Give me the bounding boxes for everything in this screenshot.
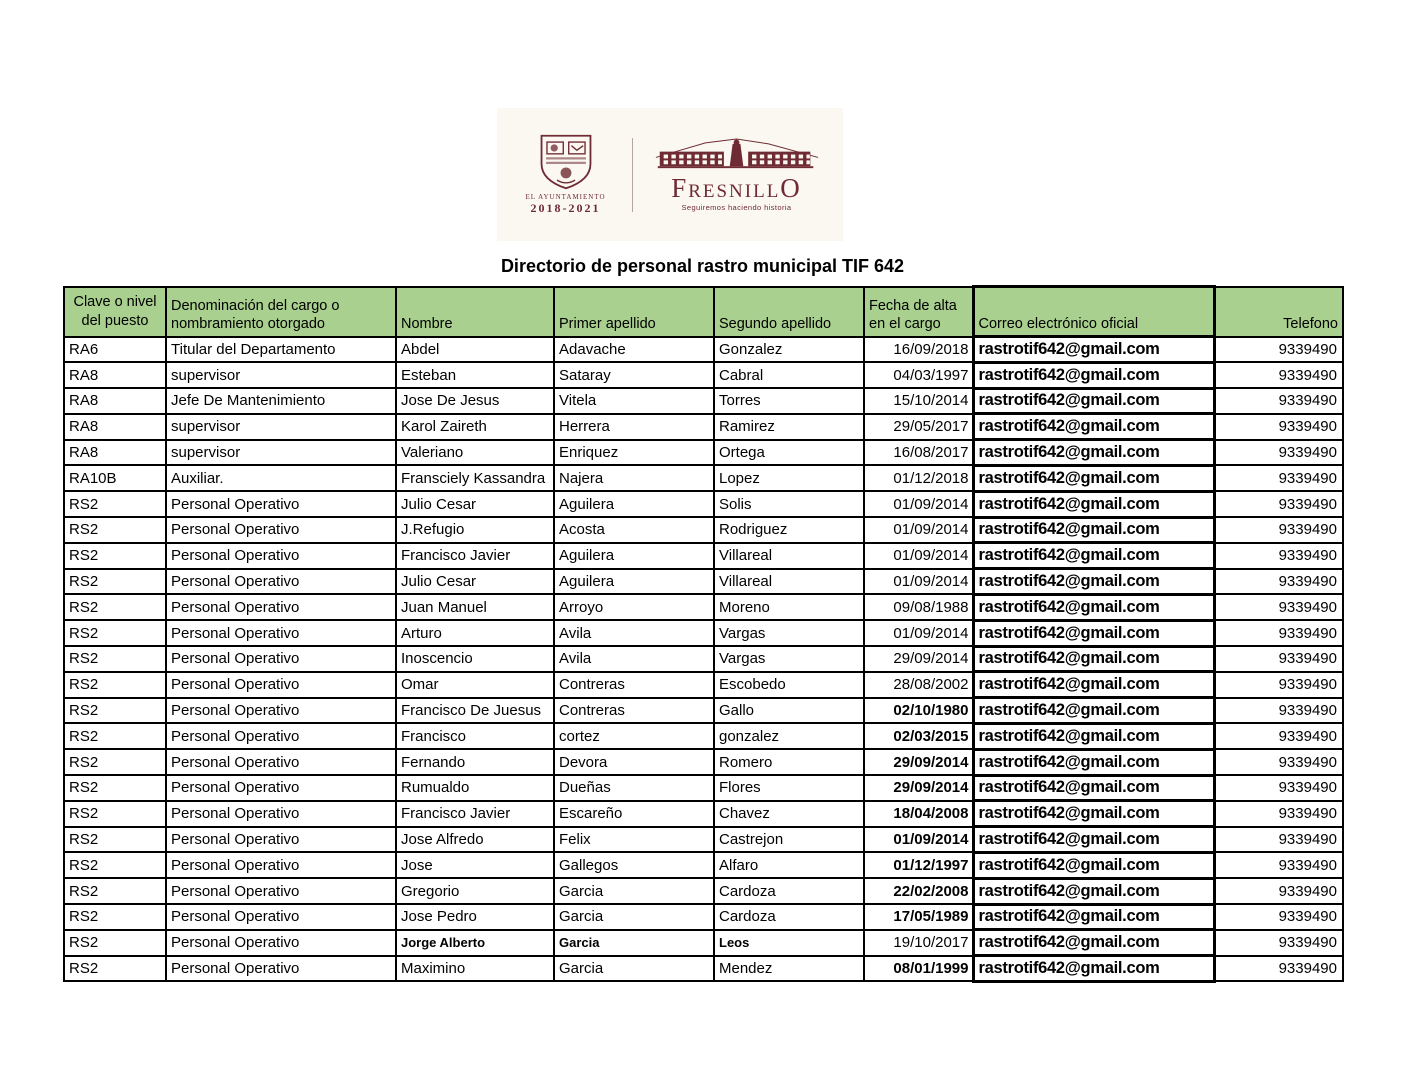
cell-segundo: Villareal xyxy=(714,543,864,569)
cell-nombre: Jose De Jesus xyxy=(396,388,554,414)
col-header-nombre: Nombre xyxy=(396,287,554,337)
cell-clave: RA8 xyxy=(64,440,166,466)
cell-clave: RS2 xyxy=(64,517,166,543)
crest-icon xyxy=(535,133,597,191)
cell-correo: rastrotif642@gmail.com xyxy=(973,852,1214,878)
table-row xyxy=(64,878,1343,904)
cell-fecha: 01/09/2014 xyxy=(864,491,973,517)
cell-clave: RS2 xyxy=(64,852,166,878)
cell-cargo: Personal Operativo xyxy=(166,672,396,698)
cell-primer: Dueñas xyxy=(554,775,714,801)
cell-segundo: Villareal xyxy=(714,569,864,595)
cell-primer: cortez xyxy=(554,723,714,749)
cell-fecha: 15/10/2014 xyxy=(864,388,973,414)
table-row xyxy=(64,569,1343,595)
cell-primer: Garcia xyxy=(554,904,714,930)
cell-telefono: 9339490 xyxy=(1214,646,1343,672)
cell-primer: Aguilera xyxy=(554,569,714,595)
cell-fecha: 18/04/2008 xyxy=(864,801,973,827)
cell-nombre: Julio Cesar xyxy=(396,569,554,595)
cell-cargo: Personal Operativo xyxy=(166,775,396,801)
cell-telefono: 9339490 xyxy=(1214,440,1343,466)
cell-cargo: Personal Operativo xyxy=(166,620,396,646)
col-header-correo: Correo electrónico oficial xyxy=(973,287,1214,337)
cell-cargo: supervisor xyxy=(166,414,396,440)
cell-clave: RS2 xyxy=(64,543,166,569)
cell-clave: RS2 xyxy=(64,775,166,801)
cell-primer: Garcia xyxy=(554,956,714,982)
cell-clave: RS2 xyxy=(64,878,166,904)
cell-correo: rastrotif642@gmail.com xyxy=(973,904,1214,930)
cell-clave: RS2 xyxy=(64,672,166,698)
cell-correo: rastrotif642@gmail.com xyxy=(973,827,1214,853)
page-title: Directorio de personal rastro municipal TIF 642 xyxy=(500,256,905,276)
cell-primer: Herrera xyxy=(554,414,714,440)
cell-correo: rastrotif642@gmail.com xyxy=(973,388,1214,414)
cell-telefono: 9339490 xyxy=(1214,878,1343,904)
cell-fecha: 17/05/1989 xyxy=(864,904,973,930)
cell-telefono: 9339490 xyxy=(1214,775,1343,801)
table-row xyxy=(64,594,1343,620)
cell-primer: Gallegos xyxy=(554,852,714,878)
cell-cargo: Personal Operativo xyxy=(166,749,396,775)
cell-cargo: Personal Operativo xyxy=(166,801,396,827)
cell-correo: rastrotif642@gmail.com xyxy=(973,698,1214,724)
col-header-primer-apellido: Primer apellido xyxy=(554,287,714,337)
table-row xyxy=(64,775,1343,801)
personnel-table xyxy=(63,285,1344,983)
cell-telefono: 9339490 xyxy=(1214,827,1343,853)
cell-clave: RA8 xyxy=(64,362,166,388)
cell-telefono: 9339490 xyxy=(1214,620,1343,646)
crest-caption: EL AYUNTAMIENTO xyxy=(525,193,606,201)
cell-fecha: 28/08/2002 xyxy=(864,672,973,698)
cell-fecha: 01/12/1997 xyxy=(864,852,973,878)
table-row xyxy=(64,672,1343,698)
cell-telefono: 9339490 xyxy=(1214,698,1343,724)
cell-fecha: 16/09/2018 xyxy=(864,337,973,363)
cell-telefono: 9339490 xyxy=(1214,930,1343,956)
cell-primer: Acosta xyxy=(554,517,714,543)
cell-telefono: 9339490 xyxy=(1214,543,1343,569)
cell-nombre: Arturo xyxy=(396,620,554,646)
table-row xyxy=(64,440,1343,466)
table-row xyxy=(64,620,1343,646)
cell-telefono: 9339490 xyxy=(1214,672,1343,698)
table-row xyxy=(64,749,1343,775)
cell-cargo: supervisor xyxy=(166,440,396,466)
cell-segundo: Torres xyxy=(714,388,864,414)
cell-fecha: 01/12/2018 xyxy=(864,465,973,491)
cell-fecha: 02/10/1980 xyxy=(864,698,973,724)
cell-segundo: Escobedo xyxy=(714,672,864,698)
cell-fecha: 01/09/2014 xyxy=(864,827,973,853)
cell-primer: Najera xyxy=(554,465,714,491)
table-row xyxy=(64,698,1343,724)
cell-primer: Avila xyxy=(554,646,714,672)
cell-cargo: Personal Operativo xyxy=(166,569,396,595)
cell-telefono: 9339490 xyxy=(1214,517,1343,543)
cell-nombre: Inoscencio xyxy=(396,646,554,672)
cell-primer: Aguilera xyxy=(554,543,714,569)
table-row xyxy=(64,801,1343,827)
cell-cargo: Personal Operativo xyxy=(166,698,396,724)
cell-clave: RS2 xyxy=(64,827,166,853)
cell-cargo: supervisor xyxy=(166,362,396,388)
cell-telefono: 9339490 xyxy=(1214,852,1343,878)
cell-primer: Escareño xyxy=(554,801,714,827)
crest-years: 2018-2021 xyxy=(530,201,601,215)
col-header-segundo-apellido: Segundo apellido xyxy=(714,287,864,337)
cell-clave: RS2 xyxy=(64,930,166,956)
ayuntamiento-crest xyxy=(506,133,626,216)
cell-segundo: Ortega xyxy=(714,440,864,466)
cell-telefono: 9339490 xyxy=(1214,465,1343,491)
cell-nombre: Jose Pedro xyxy=(396,904,554,930)
cell-segundo: Romero xyxy=(714,749,864,775)
cell-fecha: 29/09/2014 xyxy=(864,646,973,672)
cell-correo: rastrotif642@gmail.com xyxy=(973,414,1214,440)
col-header-telefono: Telefono xyxy=(1214,287,1343,337)
cell-clave: RS2 xyxy=(64,904,166,930)
cell-nombre: Maximino xyxy=(396,956,554,982)
cell-segundo: Mendez xyxy=(714,956,864,982)
cell-fecha: 29/09/2014 xyxy=(864,775,973,801)
table-row xyxy=(64,337,1343,363)
cell-nombre: Francisco Javier xyxy=(396,543,554,569)
cell-telefono: 9339490 xyxy=(1214,569,1343,595)
cell-segundo: Solis xyxy=(714,491,864,517)
table-row xyxy=(64,646,1343,672)
cell-nombre: Omar xyxy=(396,672,554,698)
cell-fecha: 22/02/2008 xyxy=(864,878,973,904)
cell-correo: rastrotif642@gmail.com xyxy=(973,620,1214,646)
table-row xyxy=(64,723,1343,749)
table-row xyxy=(64,362,1343,388)
cell-primer: Arroyo xyxy=(554,594,714,620)
cell-fecha: 29/09/2014 xyxy=(864,749,973,775)
table-row xyxy=(64,852,1343,878)
cell-nombre: Valeriano xyxy=(396,440,554,466)
cell-correo: rastrotif642@gmail.com xyxy=(973,956,1214,982)
cell-correo: rastrotif642@gmail.com xyxy=(973,749,1214,775)
cell-clave: RS2 xyxy=(64,491,166,517)
cell-segundo: Chavez xyxy=(714,801,864,827)
cell-clave: RA6 xyxy=(64,337,166,363)
cell-clave: RS2 xyxy=(64,723,166,749)
cell-correo: rastrotif642@gmail.com xyxy=(973,775,1214,801)
cell-primer: Contreras xyxy=(554,672,714,698)
cell-correo: rastrotif642@gmail.com xyxy=(973,440,1214,466)
cell-cargo: Personal Operativo xyxy=(166,930,396,956)
cell-clave: RS2 xyxy=(64,569,166,595)
cell-segundo: Vargas xyxy=(714,646,864,672)
table-row xyxy=(64,517,1343,543)
cell-primer: Adavache xyxy=(554,337,714,363)
cell-correo: rastrotif642@gmail.com xyxy=(973,569,1214,595)
cell-primer: Vitela xyxy=(554,388,714,414)
cell-telefono: 9339490 xyxy=(1214,749,1343,775)
cell-primer: Aguilera xyxy=(554,491,714,517)
cell-primer: Avila xyxy=(554,620,714,646)
cell-fecha: 01/09/2014 xyxy=(864,543,973,569)
cell-cargo: Personal Operativo xyxy=(166,956,396,982)
cell-nombre: Francisco De Juesus xyxy=(396,698,554,724)
cell-fecha: 01/09/2014 xyxy=(864,517,973,543)
cell-telefono: 9339490 xyxy=(1214,594,1343,620)
cell-nombre: Juan Manuel xyxy=(396,594,554,620)
cell-segundo: Lopez xyxy=(714,465,864,491)
cell-nombre: J.Refugio xyxy=(396,517,554,543)
cell-cargo: Titular del Departamento xyxy=(166,337,396,363)
cell-telefono: 9339490 xyxy=(1214,337,1343,363)
cell-fecha: 29/05/2017 xyxy=(864,414,973,440)
cell-nombre: Jose xyxy=(396,852,554,878)
table-row xyxy=(64,465,1343,491)
cell-segundo: Castrejon xyxy=(714,827,864,853)
header-row xyxy=(64,287,1343,337)
cell-nombre: Abdel xyxy=(396,337,554,363)
cell-clave: RS2 xyxy=(64,594,166,620)
cell-primer: Sataray xyxy=(554,362,714,388)
cell-fecha: 04/03/1997 xyxy=(864,362,973,388)
cell-correo: rastrotif642@gmail.com xyxy=(973,362,1214,388)
cell-telefono: 9339490 xyxy=(1214,956,1343,982)
cell-segundo: Gonzalez xyxy=(714,337,864,363)
cell-segundo: Cardoza xyxy=(714,904,864,930)
cell-correo: rastrotif642@gmail.com xyxy=(973,930,1214,956)
cell-fecha: 09/08/1988 xyxy=(864,594,973,620)
cell-fecha: 16/08/2017 xyxy=(864,440,973,466)
cell-segundo: Rodriguez xyxy=(714,517,864,543)
cell-segundo: Flores xyxy=(714,775,864,801)
cell-clave: RS2 xyxy=(64,620,166,646)
aqueduct-icon xyxy=(652,138,822,174)
cell-correo: rastrotif642@gmail.com xyxy=(973,672,1214,698)
cell-correo: rastrotif642@gmail.com xyxy=(973,723,1214,749)
cell-cargo: Personal Operativo xyxy=(166,723,396,749)
cell-fecha: 08/01/1999 xyxy=(864,956,973,982)
cell-primer: Felix xyxy=(554,827,714,853)
cell-primer: Garcia xyxy=(554,930,714,956)
table-body xyxy=(64,337,1343,982)
cell-fecha: 02/03/2015 xyxy=(864,723,973,749)
header-logos xyxy=(497,108,843,241)
col-header-cargo: Denominación del cargo o nombramiento otorgado xyxy=(166,287,396,337)
cell-clave: RA8 xyxy=(64,414,166,440)
cell-cargo: Personal Operativo xyxy=(166,852,396,878)
cell-fecha: 01/09/2014 xyxy=(864,569,973,595)
table-row xyxy=(64,956,1343,982)
cell-primer: Contreras xyxy=(554,698,714,724)
cell-correo: rastrotif642@gmail.com xyxy=(973,878,1214,904)
cell-correo: rastrotif642@gmail.com xyxy=(973,517,1214,543)
cell-telefono: 9339490 xyxy=(1214,491,1343,517)
cell-segundo: Cabral xyxy=(714,362,864,388)
table-row xyxy=(64,930,1343,956)
cell-segundo: Moreno xyxy=(714,594,864,620)
cell-fecha: 01/09/2014 xyxy=(864,620,973,646)
cell-nombre: Gregorio xyxy=(396,878,554,904)
cell-correo: rastrotif642@gmail.com xyxy=(973,491,1214,517)
cell-nombre: Esteban xyxy=(396,362,554,388)
fresnillo-wordmark: FresnillO xyxy=(671,172,802,203)
cell-nombre: Karol Zaireth xyxy=(396,414,554,440)
cell-telefono: 9339490 xyxy=(1214,362,1343,388)
cell-clave: RS2 xyxy=(64,956,166,982)
cell-clave: RA10B xyxy=(64,465,166,491)
cell-cargo: Personal Operativo xyxy=(166,904,396,930)
fresnillo-tagline: Seguiremos haciendo historia xyxy=(681,202,792,212)
logo-divider xyxy=(632,138,633,212)
cell-telefono: 9339490 xyxy=(1214,904,1343,930)
fresnillo-logo xyxy=(639,138,835,212)
cell-segundo: Vargas xyxy=(714,620,864,646)
cell-cargo: Jefe De Mantenimiento xyxy=(166,388,396,414)
cell-cargo: Personal Operativo xyxy=(166,543,396,569)
cell-telefono: 9339490 xyxy=(1214,801,1343,827)
cell-correo: rastrotif642@gmail.com xyxy=(973,337,1214,363)
col-header-clave: Clave o nivel del puesto xyxy=(64,287,166,337)
table-row xyxy=(64,543,1343,569)
cell-primer: Enriquez xyxy=(554,440,714,466)
cell-cargo: Personal Operativo xyxy=(166,517,396,543)
cell-nombre: Jose Alfredo xyxy=(396,827,554,853)
cell-clave: RA8 xyxy=(64,388,166,414)
cell-cargo: Personal Operativo xyxy=(166,594,396,620)
cell-nombre: Jorge Alberto xyxy=(396,930,554,956)
cell-segundo: Gallo xyxy=(714,698,864,724)
cell-segundo: Ramirez xyxy=(714,414,864,440)
cell-clave: RS2 xyxy=(64,801,166,827)
cell-nombre: Fernando xyxy=(396,749,554,775)
cell-nombre: Francisco Javier xyxy=(396,801,554,827)
cell-cargo: Personal Operativo xyxy=(166,827,396,853)
table-row xyxy=(64,414,1343,440)
cell-nombre: Fransciely Kassandra xyxy=(396,465,554,491)
cell-correo: rastrotif642@gmail.com xyxy=(973,646,1214,672)
cell-nombre: Julio Cesar xyxy=(396,491,554,517)
cell-telefono: 9339490 xyxy=(1214,388,1343,414)
cell-segundo: Cardoza xyxy=(714,878,864,904)
cell-primer: Devora xyxy=(554,749,714,775)
cell-segundo: Alfaro xyxy=(714,852,864,878)
cell-nombre: Rumualdo xyxy=(396,775,554,801)
cell-clave: RS2 xyxy=(64,698,166,724)
cell-correo: rastrotif642@gmail.com xyxy=(973,801,1214,827)
cell-cargo: Personal Operativo xyxy=(166,646,396,672)
cell-nombre: Francisco xyxy=(396,723,554,749)
cell-fecha: 19/10/2017 xyxy=(864,930,973,956)
cell-telefono: 9339490 xyxy=(1214,723,1343,749)
cell-telefono: 9339490 xyxy=(1214,414,1343,440)
col-header-fecha-alta: Fecha de alta en el cargo xyxy=(864,287,973,337)
cell-cargo: Personal Operativo xyxy=(166,878,396,904)
cell-clave: RS2 xyxy=(64,646,166,672)
table-row xyxy=(64,491,1343,517)
cell-primer: Garcia xyxy=(554,878,714,904)
table-row xyxy=(64,904,1343,930)
cell-correo: rastrotif642@gmail.com xyxy=(973,543,1214,569)
cell-cargo: Personal Operativo xyxy=(166,491,396,517)
table-row xyxy=(64,388,1343,414)
cell-correo: rastrotif642@gmail.com xyxy=(973,594,1214,620)
cell-clave: RS2 xyxy=(64,749,166,775)
table-row xyxy=(64,827,1343,853)
cell-segundo: gonzalez xyxy=(714,723,864,749)
cell-segundo: Leos xyxy=(714,930,864,956)
cell-correo: rastrotif642@gmail.com xyxy=(973,465,1214,491)
cell-cargo: Auxiliar. xyxy=(166,465,396,491)
